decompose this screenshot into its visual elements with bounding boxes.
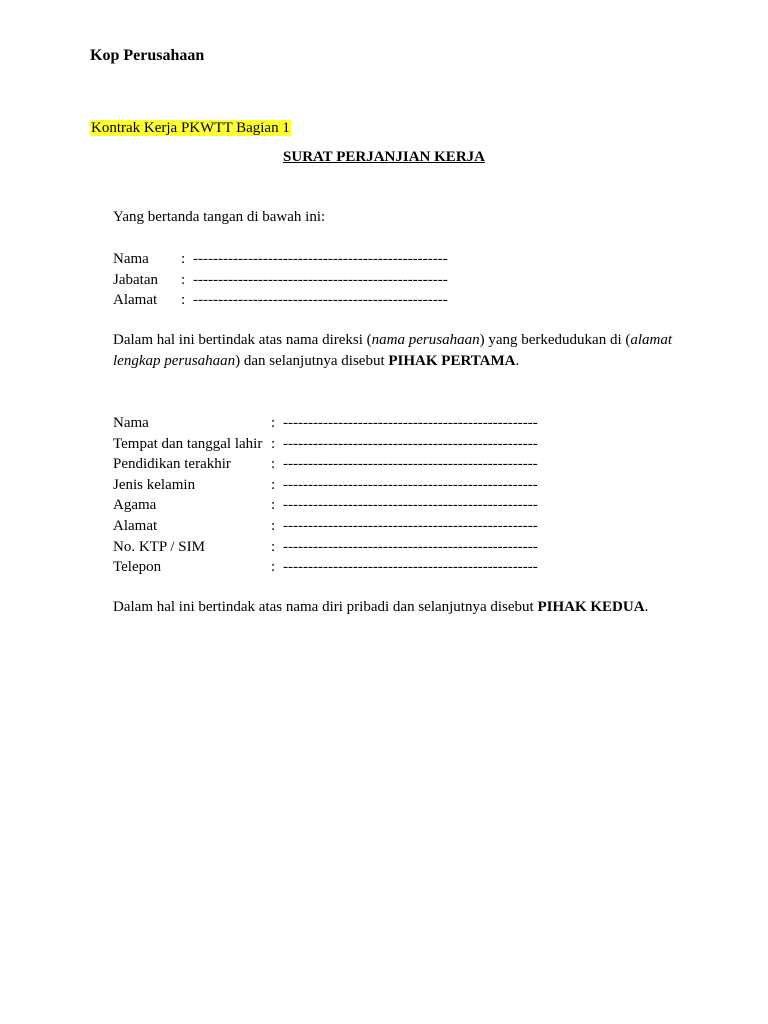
field-row [113, 475, 538, 496]
field-blank: --------------------------------------------------- [283, 559, 538, 576]
field-blank: --------------------------------------------------- [193, 251, 448, 267]
first-party-term: PIHAK PERTAMA [388, 353, 516, 369]
field-blank: --------------------------------------------------- [283, 538, 538, 555]
field-label: Nama [113, 251, 149, 267]
field-blank: --------------------------------------------------- [283, 456, 538, 473]
field-colon: : [271, 497, 276, 514]
field-label: Telepon [113, 559, 162, 576]
field-label: Jabatan [113, 271, 158, 288]
field-colon: : [271, 538, 276, 555]
field-colon: : [271, 415, 276, 431]
field-label: Agama [113, 497, 157, 514]
field-row [113, 454, 538, 475]
field-row [113, 270, 448, 291]
statement-text: . [515, 353, 520, 369]
second-party-statement [113, 597, 693, 618]
field-colon: : [271, 435, 276, 452]
statement-text: ) yang berkedudukan di ( [479, 332, 631, 348]
company-letterhead: Kop Perusahaan [90, 47, 205, 64]
company-name-placeholder: nama perusahaan [371, 332, 480, 348]
field-colon: : [271, 476, 276, 493]
first-party-fields [113, 249, 448, 311]
statement-text: ) dan selanjutnya disebut [235, 353, 389, 369]
field-blank: --------------------------------------------------- [283, 415, 538, 431]
statement-text: Dalam hal ini bertindak atas nama diri pribadi dan selanjutnya disebut [113, 599, 538, 615]
second-party-fields [113, 413, 538, 578]
field-label: Nama [113, 415, 149, 431]
field-row [113, 495, 538, 516]
company-address-placeholder: alamat lengkap perusahaan [113, 332, 673, 369]
field-blank: --------------------------------------------------- [283, 497, 538, 514]
field-row [113, 434, 538, 455]
second-party-term: PIHAK KEDUA [537, 599, 645, 615]
field-label: Alamat [113, 292, 158, 309]
statement-text: . [644, 599, 649, 615]
contract-type-label [90, 119, 291, 137]
field-label: Jenis kelamin [113, 476, 196, 493]
field-row [113, 290, 448, 311]
field-blank: --------------------------------------------------- [193, 292, 448, 309]
field-colon: : [271, 517, 276, 534]
first-party-statement [113, 330, 693, 372]
field-blank: --------------------------------------------------- [283, 435, 538, 452]
field-label: No. KTP / SIM [113, 538, 205, 555]
field-row [113, 413, 538, 434]
document-title: SURAT PERJANJIAN KERJA [283, 149, 485, 165]
field-colon: : [271, 456, 276, 473]
field-blank: --------------------------------------------------- [283, 476, 538, 493]
field-row [113, 537, 538, 558]
field-colon: : [181, 251, 186, 267]
field-colon: : [181, 292, 186, 309]
field-blank: --------------------------------------------------- [193, 271, 448, 288]
field-row [113, 516, 538, 537]
field-colon: : [181, 271, 186, 288]
field-label: Tempat dan tanggal lahir [113, 435, 263, 452]
field-label: Alamat [113, 517, 158, 534]
field-blank: --------------------------------------------------- [283, 517, 538, 534]
field-row [113, 249, 448, 270]
field-row [113, 557, 538, 578]
intro-text: Yang bertanda tangan di bawah ini: [113, 209, 326, 225]
field-label: Pendidikan terakhir [113, 456, 231, 473]
statement-text: Dalam hal ini bertindak atas nama direksi ( [113, 332, 372, 348]
field-colon: : [271, 559, 276, 576]
highlighted-contract-type: Kontrak Kerja PKWTT Bagian 1 [91, 120, 290, 136]
